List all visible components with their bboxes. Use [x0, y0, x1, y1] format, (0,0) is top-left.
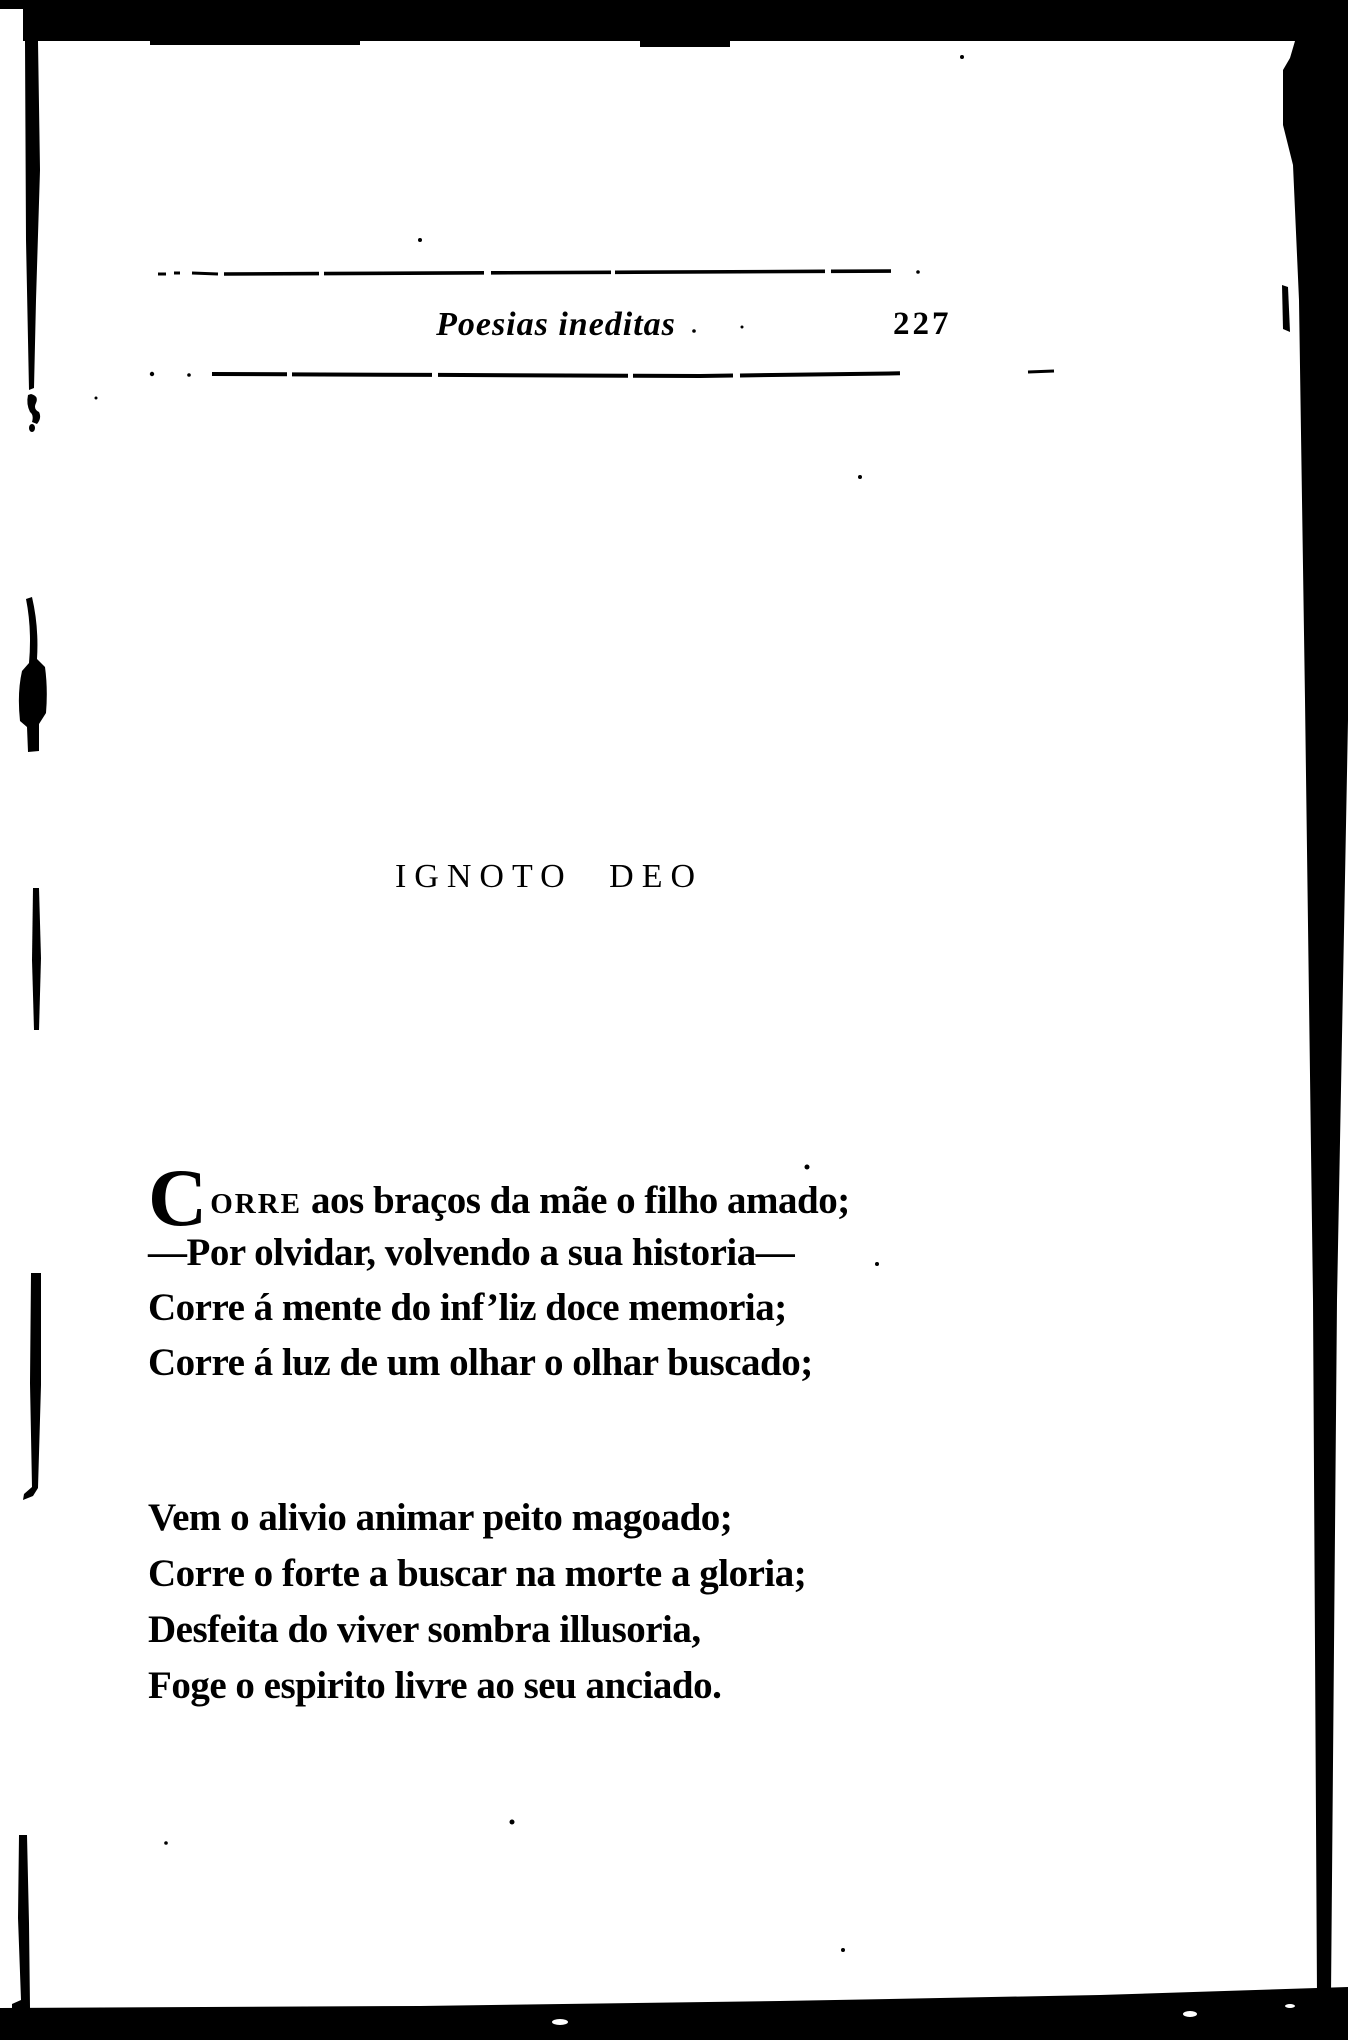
header-rule-bottom	[150, 371, 1054, 377]
poem-line	[148, 1152, 850, 1243]
poem-line-text: aos braços da mãe o filho amado;	[311, 1179, 850, 1222]
poem-line: Desfeita do viver sombra illusoria,	[148, 1608, 701, 1651]
scan-artifact-squiggle	[27, 394, 40, 424]
poem-stanza-2	[148, 1490, 806, 1714]
scan-border-top	[0, 0, 1348, 41]
poem-stanza-1	[148, 1152, 850, 1390]
poem-title: IGNOTO DEO	[394, 858, 704, 895]
scan-artifact-left-line-bottom	[12, 1835, 30, 2010]
scan-artifact-left-line-top	[25, 41, 40, 390]
header-rule-top	[158, 270, 920, 274]
poem-line: —Por olvidar, volvendo a sua historia—	[148, 1231, 795, 1274]
ornate-initial: C	[148, 1152, 208, 1243]
scan-border-bottom	[0, 1987, 1348, 2040]
poem-line: Vem o alivio animar peito magoado;	[148, 1496, 733, 1539]
poem-line: Corre á luz de um olhar o olhar buscado;	[148, 1341, 813, 1384]
scan-artifact-blob	[19, 597, 47, 752]
scan-border-right	[1283, 41, 1348, 1995]
poem-line: Corre á mente do inf’liz doce memoria;	[148, 1286, 787, 1329]
running-title: Poesias ineditas	[436, 306, 676, 343]
poem-line: Foge o espirito livre ao seu anciado.	[148, 1664, 722, 1707]
scan-artifact-left-line-mid	[32, 888, 41, 1030]
poem-line: Corre o forte a buscar na morte a gloria;	[148, 1552, 807, 1595]
page-number: 227	[893, 306, 952, 342]
poem-line-lead-caps: ORRE	[210, 1188, 303, 1220]
scan-artifact-left-line-long	[23, 1273, 41, 1500]
